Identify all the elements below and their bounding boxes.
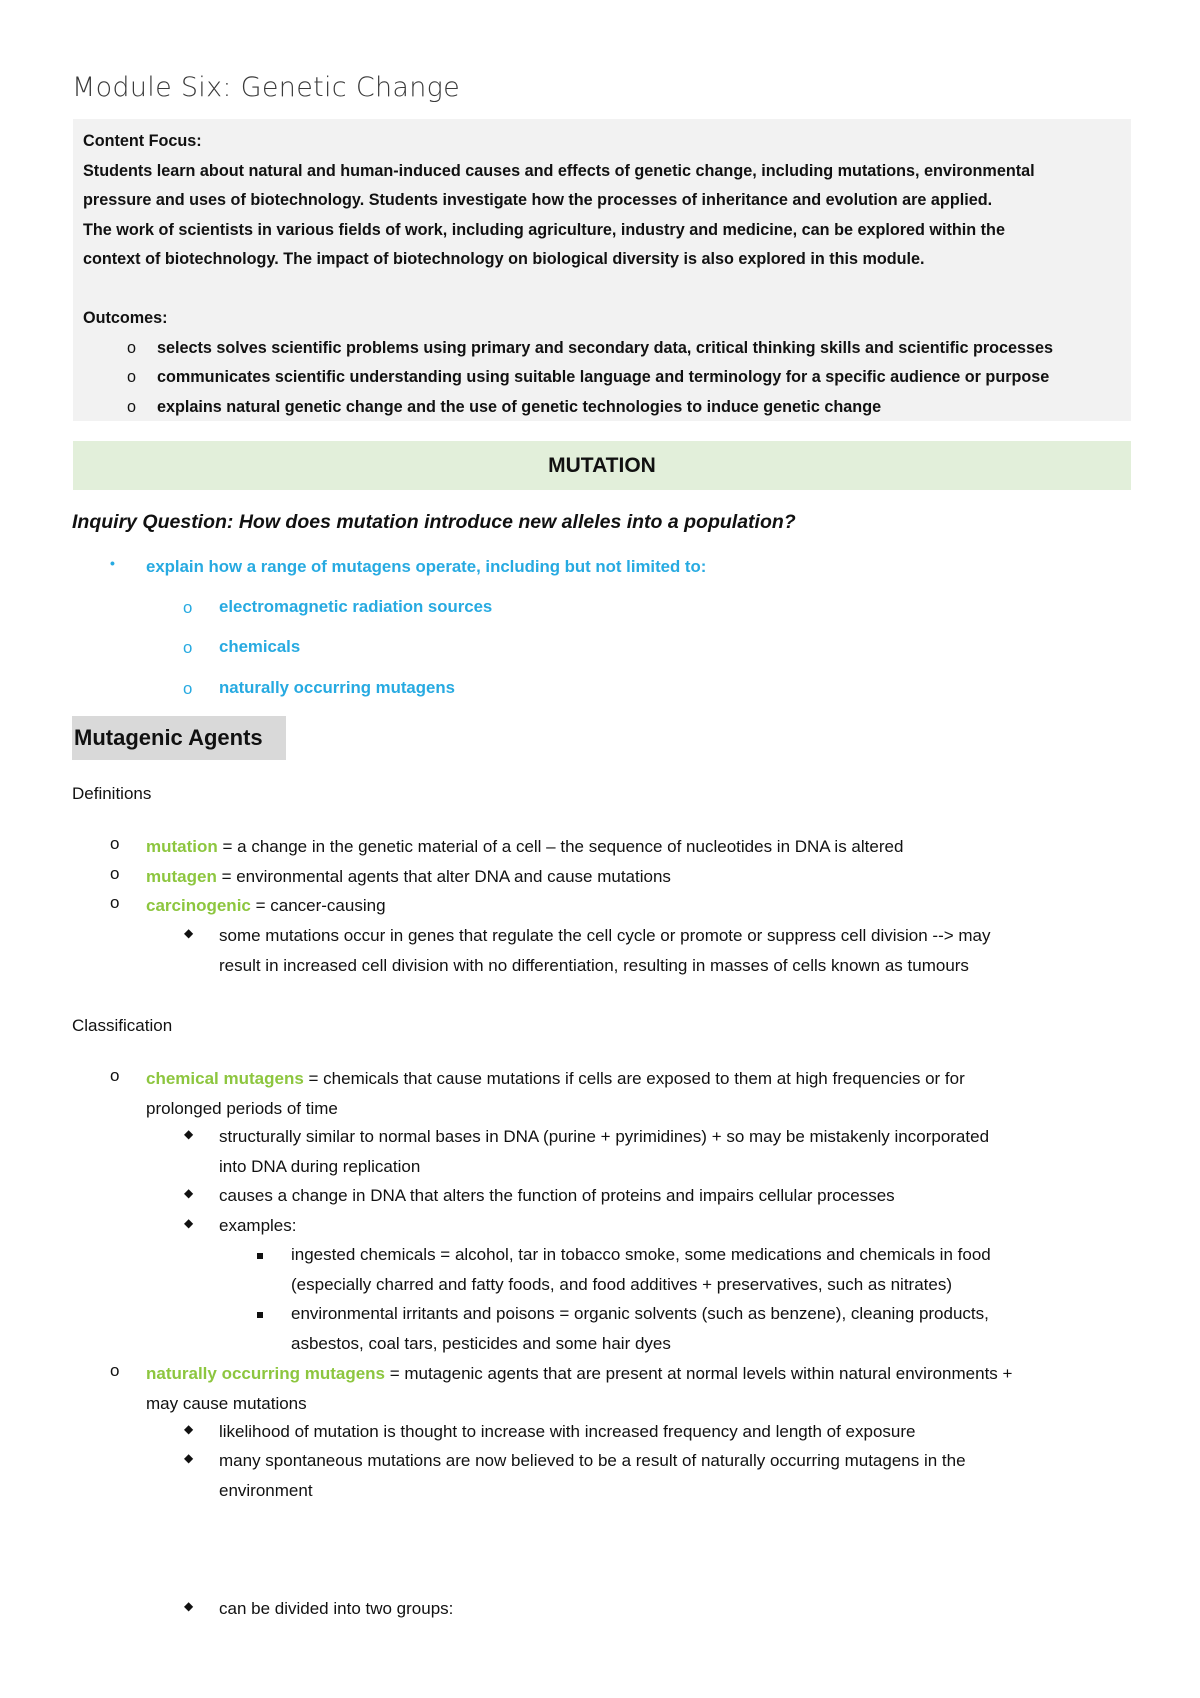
square-bullet-icon [257,1253,263,1259]
circle-bullet-icon: o [183,679,193,698]
focus-line: Students learn about natural and human-induced causes and effects of genetic change, including mutations, environmental [83,161,1035,180]
carcinogenic-note: some mutations occur in genes that regulate the cell cycle or promote or suppress cell division --> may result in increased cell division with no differentiation, resulting in masses of cells known as tumours [219,926,991,975]
bullet-dot-icon: • [110,555,115,571]
outcome-item: o selects solves scientific problems using primary and secondary data, critical thinking skills and scientific processes [83,334,1121,364]
syllabus-main: explain how a range of mutagens operate, including but not limited to: [146,557,707,576]
focus-line: context of biotechnology. The impact of biotechnology on biological diversity is also explored in this module. [83,250,925,268]
focus-line: pressure and uses of biotechnology. Students investigate how the processes of inheritance and evolution are applied. [83,191,993,209]
circle-bullet-icon: o [110,834,120,853]
classification-heading: Classification [72,1016,173,1035]
circle-bullet-icon: o [127,397,137,416]
section-heading: Mutagenic Agents [72,716,286,760]
inquiry-question: Inquiry Question: How does mutation introduce new alleles into a population? [72,511,796,533]
focus-line: The work of scientists in various fields of work, including agriculture, industry and medicine, can be explored within the [83,220,1005,239]
definition-item: mutation = a change in the genetic material of a cell – the sequence of nucleotides in DNA is altered [146,837,904,856]
circle-bullet-icon: o [110,893,120,912]
syllabus-sub-item: chemicals [219,637,301,656]
content-focus-heading: Content Focus: [83,132,202,150]
syllabus-sub-item: electromagnetic radiation sources [219,597,493,616]
syllabus-sub-item: naturally occurring mutagens [219,678,455,697]
outcomes-list [83,334,1121,423]
content-focus-box [73,119,1131,421]
example-item: environmental irritants and poisons = organic solvents (such as benzene), cleaning products, asbestos, coal tars, pesticides and some hair dyes [291,1304,989,1353]
chemical-point: examples: [219,1216,297,1235]
bullet-dot-icon: ◆ [184,1127,194,1141]
definitions-heading: Definitions [72,784,152,803]
bullet-dot-icon: ◆ [184,1186,194,1200]
circle-bullet-icon: o [183,598,193,617]
bullet-dot-icon: ◆ [184,1422,194,1436]
chemical-point: causes a change in DNA that alters the function of proteins and impairs cellular processes [219,1186,895,1205]
bullet-dot-icon: ◆ [184,1216,194,1230]
outcomes-heading: Outcomes: [83,309,168,327]
outcome-item: o explains natural genetic change and the use of genetic technologies to induce genetic change [83,393,1121,423]
spacer [83,275,1121,305]
circle-bullet-icon: o [110,1361,120,1380]
bullet-dot-icon: ◆ [184,926,194,940]
circle-bullet-icon: o [110,864,120,883]
circle-bullet-icon: o [127,368,137,386]
bullet-dot-icon: ◆ [184,1451,194,1465]
chemical-point: structurally similar to normal bases in DNA (purine + pyrimidines) + so may be mistakenly incorporated into DNA during replication [219,1127,990,1176]
square-bullet-icon [257,1312,263,1318]
bullet-dot-icon: ◆ [184,1599,194,1613]
definition-item: mutagen = environmental agents that alter DNA and cause mutations [146,867,671,886]
natural-point: likelihood of mutation is thought to increase with increased frequency and length of exposure [219,1422,916,1441]
example-item: ingested chemicals = alcohol, tar in tobacco smoke, some medications and chemicals in food (especially charred and fatty foods, and food additives + preservatives, such as nitrates) [291,1245,991,1294]
page-title: Module Six: Genetic Change [72,72,461,103]
chemical-mutagens-item: chemical mutagens = chemicals that cause mutations if cells are exposed to them at high frequencies or for prolonged periods of time [146,1069,965,1118]
mutation-banner: MUTATION [73,441,1131,490]
circle-bullet-icon: o [127,338,137,357]
natural-mutagens-item: naturally occurring mutagens = mutagenic agents that are present at normal levels within natural environments + may cause mutations [146,1364,1013,1413]
circle-bullet-icon: o [183,638,193,657]
natural-point: many spontaneous mutations are now believed to be a result of naturally occurring mutagens in the environment [219,1451,966,1500]
outcome-item: o communicates scientific understanding using suitable language and terminology for a specific audience or purpose [83,363,1121,393]
natural-point: can be divided into two groups: [219,1599,454,1618]
definition-item: carcinogenic = cancer-causing [146,896,386,915]
circle-bullet-icon: o [110,1066,120,1085]
